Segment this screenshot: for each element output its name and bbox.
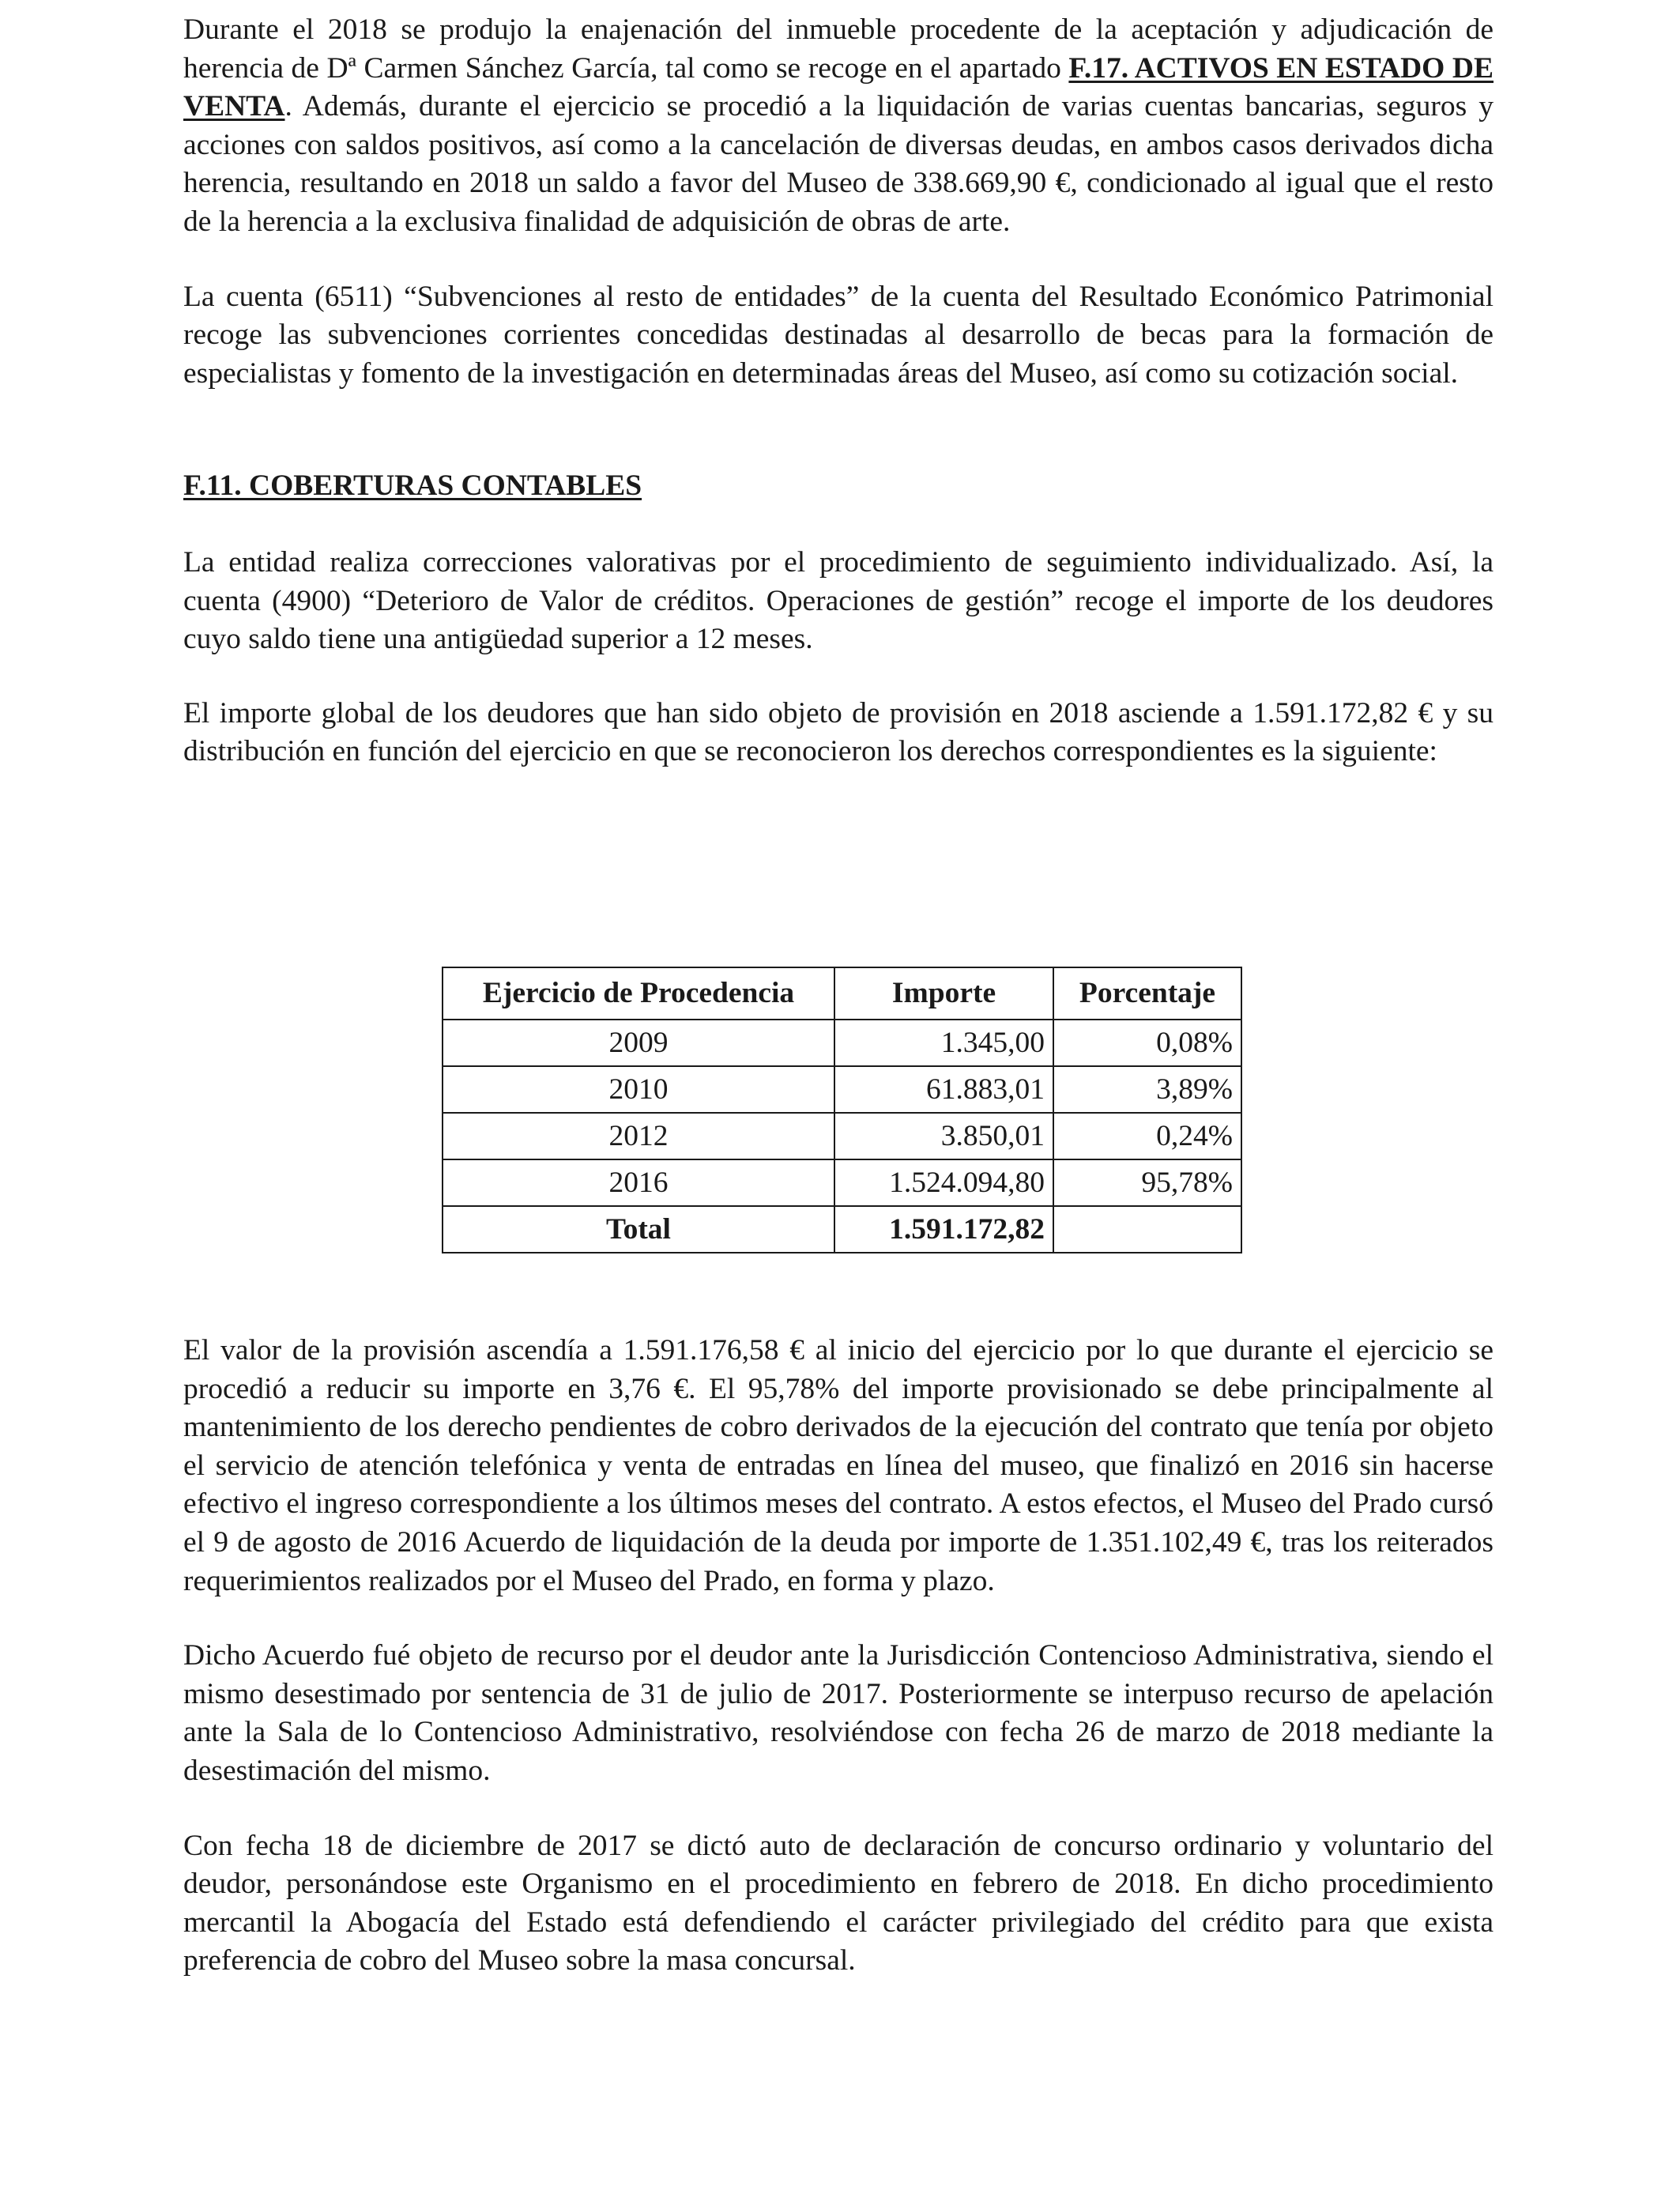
cell-importe: 61.883,01: [834, 1066, 1053, 1113]
paragraph-subvenciones: La cuenta (6511) “Subvenciones al resto de entidades” de la cuenta del Resultado Económico Patrimonial recoge las subvenciones corrientes concedidas destinadas al desarrollo de becas para la formación de especialistas y fomento de la investigación en determinadas áreas del Museo, así como su cotización social.: [183, 280, 1494, 390]
table-row: [443, 1159, 1241, 1206]
paragraph-recurso: Dicho Acuerdo fué objeto de recurso por el deudor ante la Jurisdicción Contencioso Administrativa, siendo el mismo desestimado por sentencia de 31 de julio de 2017. Posteriormente se interpuso recurso de apelación ante la Sala de lo Contencioso Administrativo, resolviéndose con fecha 26 de marzo de 2018 mediante la desestimación del mismo.: [183, 1639, 1494, 1787]
section-reference-link: F.17. ACTIVOS EN ESTADO DE VENTA: [183, 51, 1494, 123]
cell-porcentaje: 0,08%: [1053, 1020, 1241, 1066]
cell-ejercicio: 2016: [443, 1159, 834, 1206]
header-porcentaje: Porcentaje: [1053, 967, 1241, 1020]
paragraph-herencia-end: . Además, durante el ejercicio se procedió a la liquidación de varias cuentas bancarias, seguros y acciones con saldos positivos, así como a la cancelación de diversas deudas, en ambos casos derivados dicha herencia, resultando en 2018 un saldo a favor del Museo de 338.669,90 €, condicionado al igual que el resto de la herencia a la exclusiva finalidad de adquisición de obras de arte.: [183, 90, 1494, 238]
document-upper: [183, 11, 1494, 771]
table-row: [443, 1066, 1241, 1113]
cell-importe: 3.850,01: [834, 1113, 1053, 1159]
section-heading: F.11. COBERTURAS CONTABLES: [183, 469, 642, 503]
cell-importe: 1.345,00: [834, 1020, 1053, 1066]
paragraph-valor-provision: El valor de la provisión ascendía a 1.591.176,58 € al inicio del ejercicio por lo que durante el ejercicio se procedió a reducir su importe en 3,76 €. El 95,78% del importe provisionado se debe principalmente al mantenimiento de los derecho pendientes de cobro derivados de la ejecución del contrato que tenía por objeto el servicio de atención telefónica y venta de entradas en línea del museo, que finalizó en 2016 sin hacerse efectivo el ingreso correspondiente a los últimos meses del contrato. A estos efectos, el Museo del Prado cursó el 9 de agosto de 2016 Acuerdo de liquidación de la deuda por importe de 1.351.102,49 €, tras los reiterados requerimientos realizados por el Museo del Prado, en forma y plazo.: [183, 1334, 1494, 1597]
table-header-row: [443, 967, 1241, 1020]
provision-table: [442, 967, 1242, 1253]
paragraph-herencia-start: Durante el 2018 se produjo la enajenación del inmueble procedente de la aceptación y adjudicación de herencia de Dª Carmen Sánchez García, tal como se recoge en el apartado: [183, 13, 1494, 85]
total-porcentaje: [1053, 1206, 1241, 1253]
header-ejercicio: Ejercicio de Procedencia: [443, 967, 834, 1020]
cell-ejercicio: 2010: [443, 1066, 834, 1113]
paragraph-importe-global: El importe global de los deudores que han sido objeto de provisión en 2018 asciende a 1.591.172,82 € y su distribución en función del ejercicio en que se reconocieron los derechos correspondientes es la siguiente:: [183, 696, 1494, 768]
paragraph-herencia: [183, 11, 1494, 242]
header-importe: Importe: [834, 967, 1053, 1020]
table-total-row: [443, 1206, 1241, 1253]
table-row: [443, 1020, 1241, 1066]
cell-porcentaje: 95,78%: [1053, 1159, 1241, 1206]
cell-porcentaje: 3,89%: [1053, 1066, 1241, 1113]
table-row: [443, 1113, 1241, 1159]
paragraph-concurso: Con fecha 18 de diciembre de 2017 se dictó auto de declaración de concurso ordinario y voluntario del deudor, personándose este Organismo en el procedimiento en febrero de 2018. En dicho procedimiento mercantil la Abogacía del Estado está defendiendo el carácter privilegiado del crédito para que exista preferencia de cobro del Museo sobre la masa concursal.: [183, 1829, 1494, 1977]
total-label: Total: [443, 1206, 834, 1253]
paragraph-correcciones: La entidad realiza correcciones valorativas por el procedimiento de seguimiento individualizado. Así, la cuenta (4900) “Deterioro de Valor de créditos. Operaciones de gestión” recoge el importe de los deudores cuyo saldo tiene una antigüedad superior a 12 meses.: [183, 545, 1494, 656]
cell-importe: 1.524.094,80: [834, 1159, 1053, 1206]
cell-ejercicio: 2009: [443, 1020, 834, 1066]
cell-porcentaje: 0,24%: [1053, 1113, 1241, 1159]
cell-ejercicio: 2012: [443, 1113, 834, 1159]
document-lower: [183, 1332, 1494, 1981]
total-importe: 1.591.172,82: [834, 1206, 1053, 1253]
